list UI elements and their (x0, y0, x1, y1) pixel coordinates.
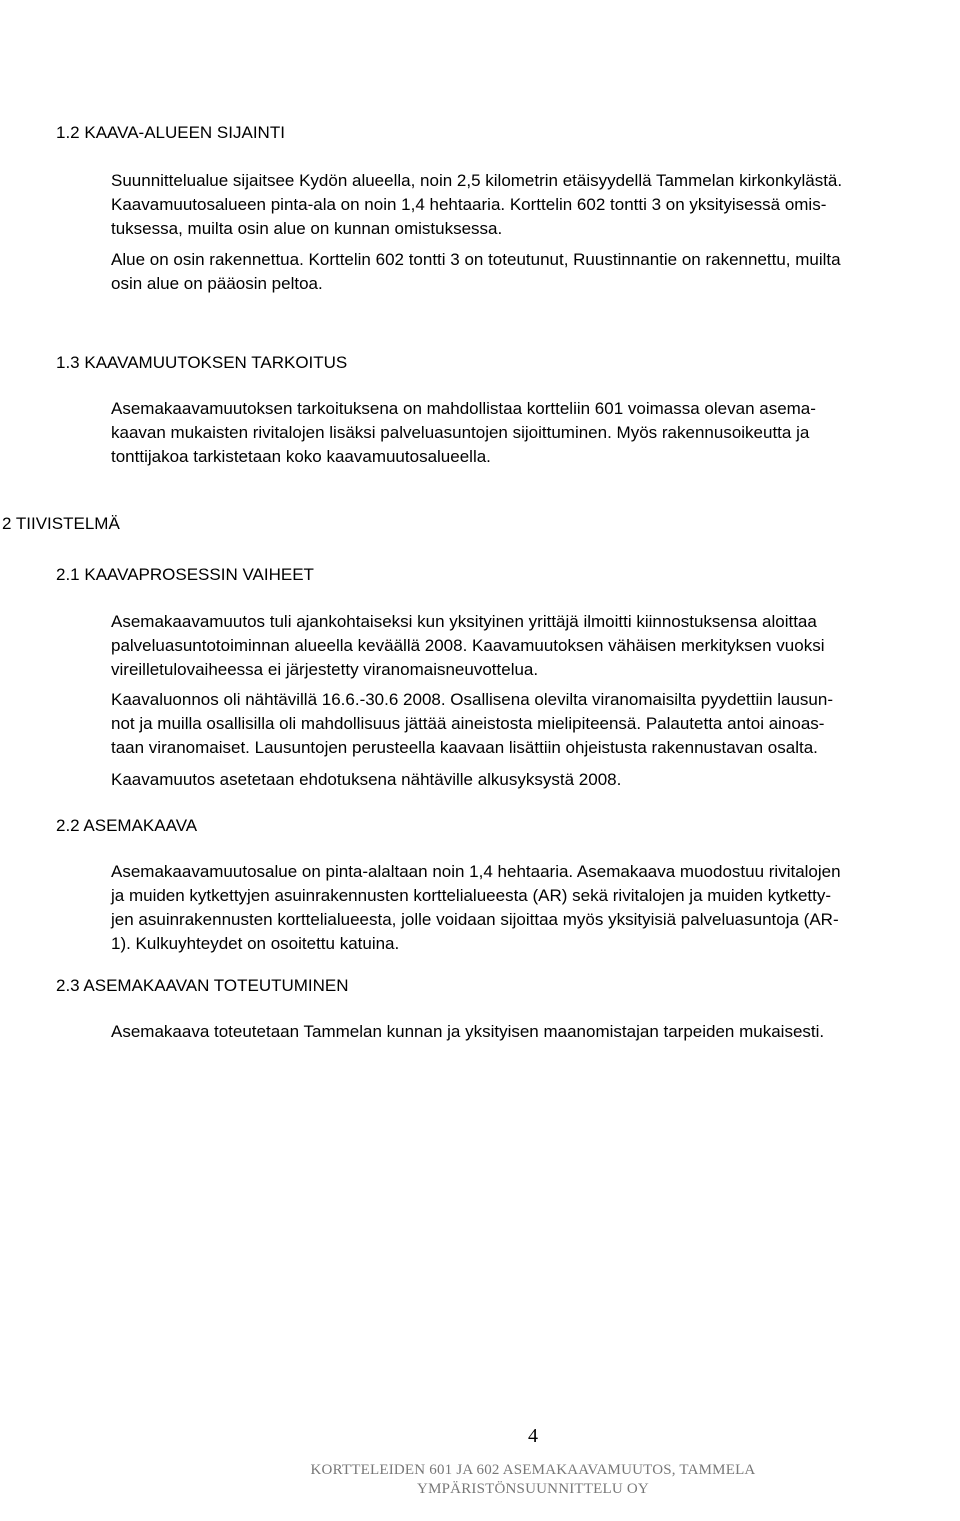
text-line: ja muiden kytkettyjen asuinrakennusten korttelialueesta (AR) sekä rivitalojen ja muiden kytketty- (111, 886, 832, 905)
heading-2-2: 2.2 ASEMAKAAVA (56, 816, 198, 835)
footer-company: YMPÄRISTÖNSUUNNITTELU OY (417, 1481, 649, 1497)
text-line: vireilletulovaiheessa ei järjestetty viranomaisneuvottelua. (111, 660, 539, 679)
page-number: 4 (528, 1425, 538, 1447)
text-line: not ja muilla osallisilla oli mahdollisuus jättää aineistosta mielipiteensä. Palautetta antoi ainoas- (111, 714, 825, 733)
text-line: osin alue on pääosin peltoa. (111, 274, 323, 293)
text-line: 1). Kulkuyhteydet on osoitettu katuina. (111, 934, 400, 953)
heading-2-1: 2.1 KAAVAPROSESSIN VAIHEET (56, 565, 314, 584)
paragraph-2-2-plan (111, 860, 956, 956)
heading-2: 2 TIIVISTELMÄ (2, 514, 120, 533)
text-line: Asemakaavamuutosalue on pinta-alaltaan noin 1,4 hehtaaria. Asemakaava muodostuu rivitalojen (111, 862, 841, 881)
paragraph-2-1-proposal (111, 768, 956, 792)
text-line: Kaavamuutosalueen pinta-ala on noin 1,4 hehtaaria. Korttelin 602 tontti 3 on yksityisessä omis- (111, 195, 827, 214)
paragraph-2-3-implementation (111, 1020, 956, 1044)
heading-1-2: 1.2 KAAVA-ALUEEN SIJAINTI (56, 123, 285, 142)
text-line: kaavan mukaisten rivitalojen lisäksi palveluasuntojen sijoittuminen. Myös rakennusoikeutta ja (111, 423, 810, 442)
paragraph-1-2-location (111, 169, 956, 241)
footer-title: KORTTELEIDEN 601 JA 602 ASEMAKAAVAMUUTOS, TAMMELA (310, 1462, 756, 1478)
text-line: Kaavaluonnos oli nähtävillä 16.6.-30.6 2008. Osallisena olevilta viranomaisilta pyydettiin lausun- (111, 690, 833, 709)
text-line: Alue on osin rakennettua. Korttelin 602 tontti 3 on toteutunut, Ruustinnantie on rakennettu, muilta (111, 250, 841, 269)
text-line: Asemakaava toteutetaan Tammelan kunnan ja yksityisen maanomistajan tarpeiden mukaisesti. (111, 1022, 825, 1041)
text-line: Suunnittelualue sijaitsee Kydön alueella, noin 2,5 kilometrin etäisyydellä Tammelan kirkonkylästä. (111, 171, 843, 190)
paragraph-1-2-built (111, 248, 956, 296)
text-line: tonttijakoa tarkistetaan koko kaavamuutosalueella. (111, 447, 491, 466)
text-line: jen asuinrakennusten korttelialueesta, jolle voidaan sijoittaa myös yksityisiä palveluasuntoja (AR- (111, 910, 839, 929)
heading-1-3: 1.3 KAAVAMUUTOKSEN TARKOITUS (56, 353, 348, 372)
paragraph-2-1-initiation (111, 610, 956, 682)
text-line: palveluasuntotoiminnan alueella keväällä 2008. Kaavamuutoksen vähäisen merkityksen vuoksi (111, 636, 825, 655)
paragraph-1-3-purpose (111, 397, 956, 469)
text-line: Asemakaavamuutoksen tarkoituksena on mahdollistaa kortteliin 601 voimassa olevan asema- (111, 399, 816, 418)
text-line: Kaavamuutos asetetaan ehdotuksena nähtäville alkusyksystä 2008. (111, 770, 622, 789)
paragraph-2-1-draft (111, 688, 956, 760)
text-line: taan viranomaiset. Lausuntojen perusteella kaavaan lisättiin ohjeistusta rakennustavan osalta. (111, 738, 818, 757)
heading-2-3: 2.3 ASEMAKAAVAN TOTEUTUMINEN (56, 976, 349, 995)
text-line: Asemakaavamuutos tuli ajankohtaiseksi kun yksityinen yrittäjä ilmoitti kiinnostuksensa aloittaa (111, 612, 817, 631)
text-line: tuksessa, muilta osin alue on kunnan omistuksessa. (111, 219, 503, 238)
